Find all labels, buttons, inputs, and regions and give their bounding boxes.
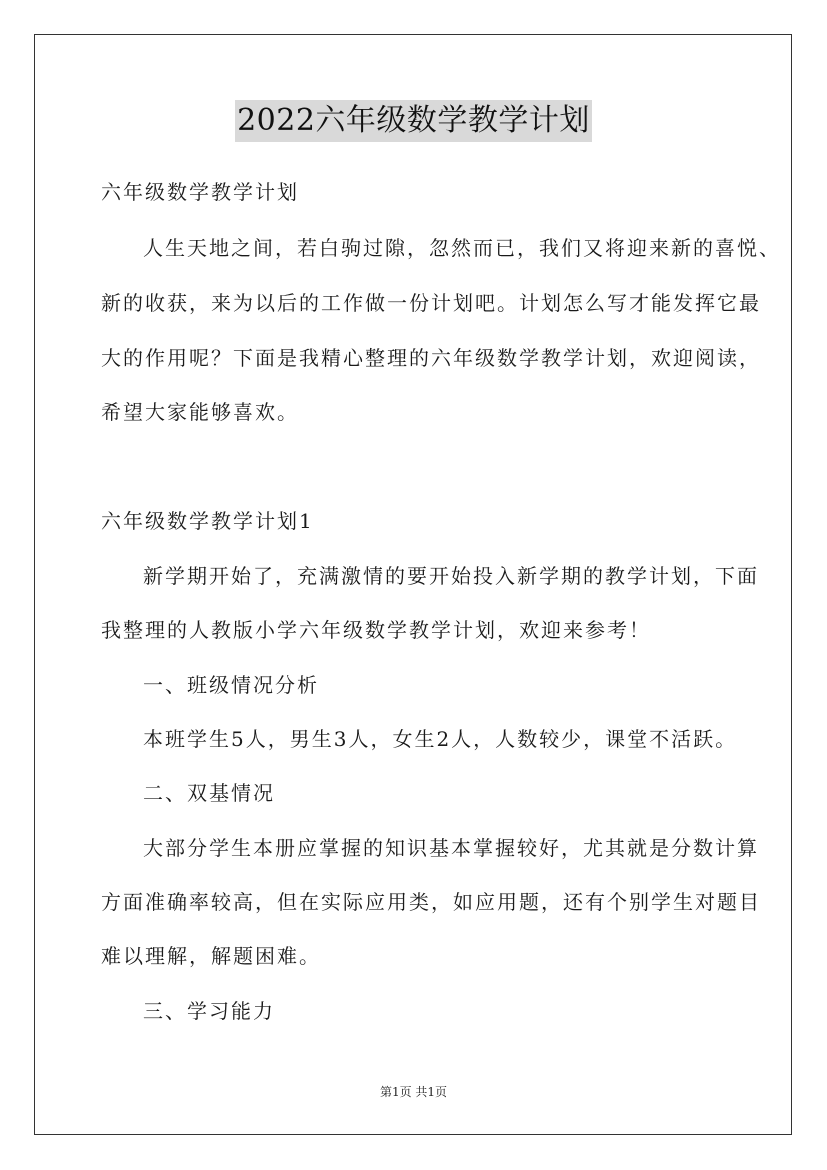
- document-title: 2022六年级数学教学计划: [235, 100, 592, 142]
- paragraph-line: 新学期开始了，充满激情的要开始投入新学期的教学计划，下面: [143, 564, 759, 588]
- paragraph-line: 新的收获，来为以后的工作做一份计划吧。计划怎么写才能发挥它最: [101, 291, 761, 315]
- title-container: [0, 100, 827, 142]
- paragraph-line: 本班学生5人，男生3人，女生2人，人数较少，课堂不活跃。: [143, 727, 738, 751]
- paragraph-line: 人生天地之间，若白驹过隙，忽然而已，我们又将迎来新的喜悦、: [143, 236, 781, 260]
- subsection-heading: 三、学习能力: [143, 999, 275, 1023]
- page-footer: 第1页 共1页: [379, 1085, 448, 1099]
- paragraph-line: 大的作用呢？下面是我精心整理的六年级数学教学计划，欢迎阅读，: [101, 346, 761, 370]
- subsection-heading: 二、双基情况: [143, 781, 275, 805]
- paragraph-line: 大部分学生本册应掌握的知识基本掌握较好，尤其就是分数计算: [143, 836, 759, 860]
- subsection-heading: 一、班级情况分析: [143, 673, 319, 697]
- paragraph-line: 希望大家能够喜欢。: [101, 400, 299, 424]
- section-heading: 六年级数学教学计划1: [101, 509, 314, 533]
- paragraph-line: 我整理的人教版小学六年级数学教学计划，欢迎来参考！: [101, 618, 651, 642]
- paragraph-line: 难以理解，解题困难。: [101, 944, 321, 968]
- section-heading: 六年级数学教学计划: [101, 180, 299, 204]
- paragraph-line: 方面准确率较高，但在实际应用类，如应用题，还有个别学生对题目: [101, 890, 761, 914]
